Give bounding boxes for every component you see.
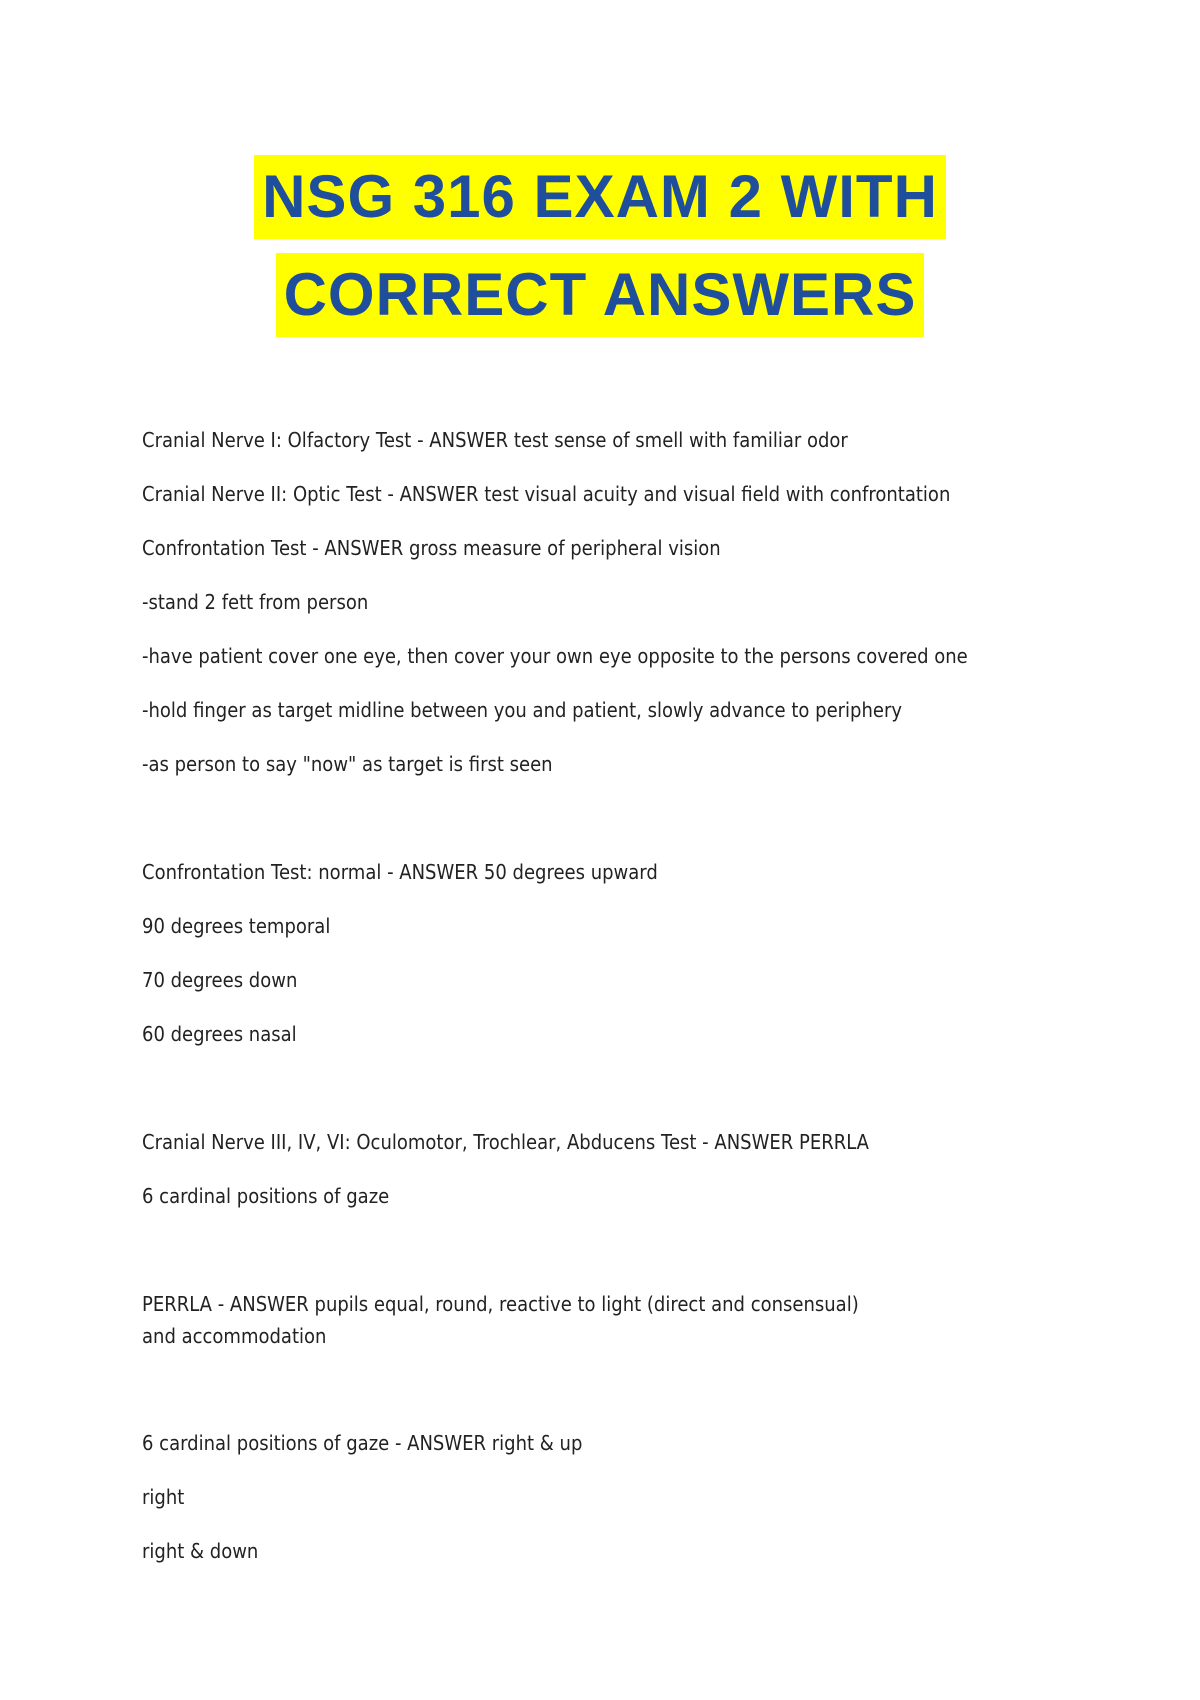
body-line: 6 cardinal positions of gaze (142, 1184, 390, 1208)
body-line: Cranial Nerve III, IV, VI: Oculomotor, Trochlear, Abducens Test - ANSWER PERRLA (142, 1130, 870, 1154)
body-line: PERRLA - ANSWER pupils equal, round, reactive to light (direct and consensual) and accommodation (142, 1292, 859, 1348)
body-line: 6 cardinal positions of gaze - ANSWER right & up (142, 1431, 583, 1455)
body-line: Cranial Nerve II: Optic Test - ANSWER test visual acuity and visual field with confrontation (142, 482, 951, 506)
body-line: Cranial Nerve I: Olfactory Test - ANSWER test sense of smell with familiar odor (142, 428, 848, 452)
body-line: right (142, 1485, 185, 1509)
body-line: -as person to say "now" as target is first seen (142, 752, 553, 776)
body-line: 90 degrees temporal (142, 914, 331, 938)
body-line: -have patient cover one eye, then cover your own eye opposite to the persons covered one (142, 644, 968, 668)
body-line: right & down (142, 1539, 259, 1563)
body-line: 60 degrees nasal (142, 1022, 297, 1046)
body-line: -stand 2 fett from person (142, 590, 369, 614)
title-line-2: CORRECT ANSWERS (276, 253, 925, 337)
title-line-1: NSG 316 EXAM 2 WITH (254, 155, 946, 239)
document-title (0, 155, 1200, 337)
body-line: -hold finger as target midline between you and patient, slowly advance to periphery (142, 698, 903, 722)
body-line: 70 degrees down (142, 968, 298, 992)
body-line: Confrontation Test: normal - ANSWER 50 degrees upward (142, 860, 658, 884)
body-line: Confrontation Test - ANSWER gross measure of peripheral vision (142, 536, 721, 560)
